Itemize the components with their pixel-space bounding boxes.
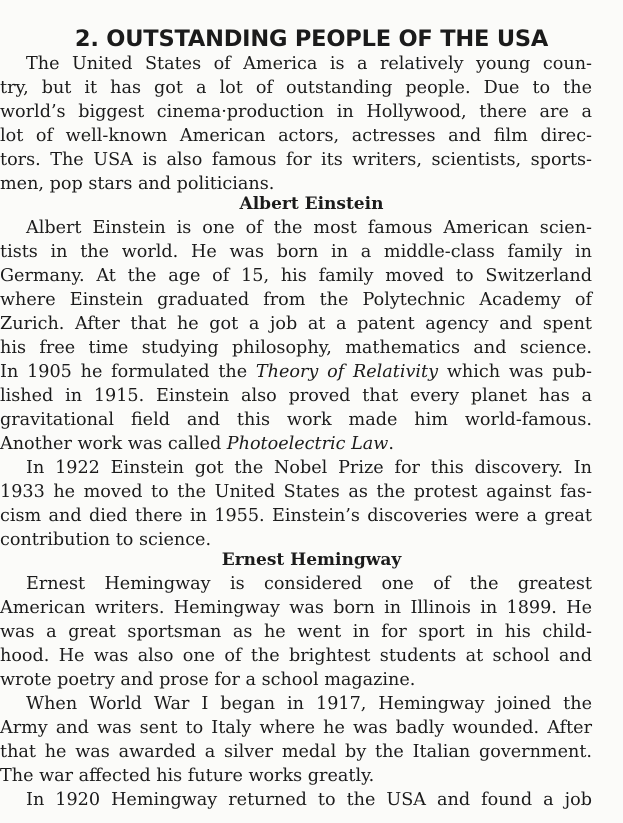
intro-line: The United States of America is a relatively young coun- [26, 54, 592, 74]
hemingway-subheading: Ernest Hemingway [221, 550, 402, 570]
section-heading: 2. OUTSTANDING PEOPLE OF THE USA [74, 26, 549, 52]
intro-line: try, but it has got a lot of outstanding people. Due to the [0, 78, 592, 98]
einstein-line: gravitational field and this work made him world-famous. [0, 410, 592, 430]
einstein-line: lished in 1915. Einstein also proved that every planet has a [0, 386, 592, 406]
einstein-line: tists in the world. He was born in a middle-class family in [0, 242, 592, 262]
einstein-line: cism and died there in 1955. Einstein’s discoveries were a great [0, 506, 592, 526]
einstein-line: his free time studying philosophy, mathematics and science. [0, 338, 592, 358]
einstein-line: Zurich. After that he got a job at a patent agency and spent [0, 314, 592, 334]
hemingway-line: Army and was sent to Italy where he was badly wounded. After [0, 718, 592, 738]
intro-line: men, pop stars and politicians. [0, 174, 275, 194]
einstein-line: In 1922 Einstein got the Nobel Prize for this discovery. In [26, 458, 592, 478]
einstein-subheading: Albert Einstein [239, 194, 384, 214]
intro-line: world’s biggest cinema·production in Hollywood, there are a [0, 102, 592, 122]
einstein-line: Germany. At the age of 15, his family moved to Switzerland [0, 266, 592, 286]
hemingway-line: hood. He was also one of the brightest students at school and [0, 646, 592, 666]
einstein-line: In 1905 he formulated the Theory of Relativity which was pub- [0, 362, 592, 382]
intro-line: tors. The USA is also famous for its writers, scientists, sports- [0, 150, 592, 170]
einstein-line: where Einstein graduated from the Polytechnic Academy of [0, 290, 592, 310]
einstein-line: 1933 he moved to the United States as the protest against fas- [0, 482, 592, 502]
einstein-line: contribution to science. [0, 530, 212, 550]
hemingway-line: Ernest Hemingway is considered one of the greatest [26, 574, 592, 594]
theory-of-relativity-italic: Theory of Relativity [255, 362, 439, 382]
photoelectric-law-italic: Photoelectric Law [226, 434, 389, 454]
hemingway-line: In 1920 Hemingway returned to the USA and found a job [26, 790, 592, 810]
hemingway-line: The war affected his future works greatly. [0, 766, 375, 786]
hemingway-line: that he was awarded a silver medal by the Italian government. [0, 742, 592, 762]
einstein-line: Albert Einstein is one of the most famous American scien- [26, 218, 592, 238]
hemingway-line: When World War I began in 1917, Hemingway joined the [26, 694, 592, 714]
hemingway-line: wrote poetry and prose for a school magazine. [0, 670, 416, 690]
intro-line: lot of well-known American actors, actresses and film direc- [0, 126, 592, 146]
einstein-line: Another work was called Photoelectric Law. [0, 434, 394, 454]
hemingway-line: American writers. Hemingway was born in Illinois in 1899. He [0, 598, 592, 618]
hemingway-line: was a great sportsman as he went in for sport in his child- [0, 622, 592, 642]
